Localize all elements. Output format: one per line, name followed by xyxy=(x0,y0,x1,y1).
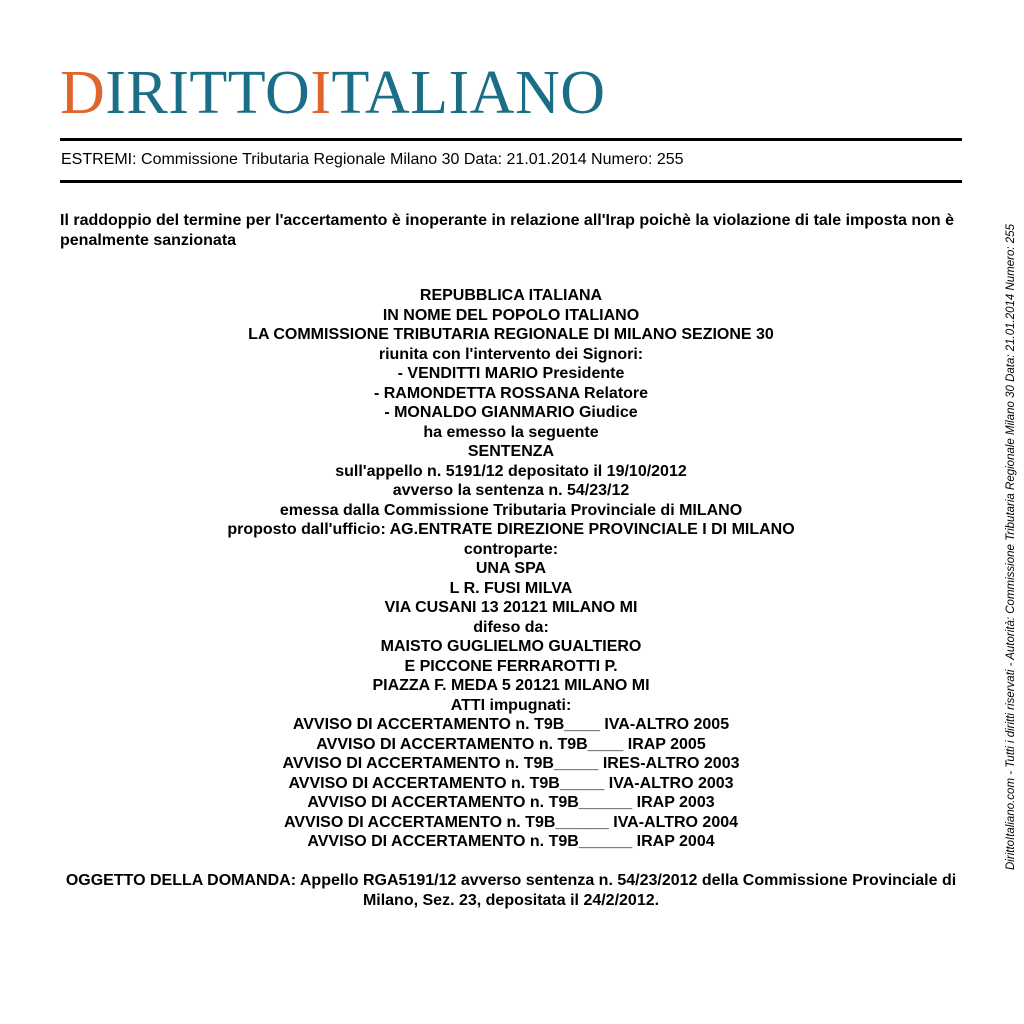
logo-segment-d: D xyxy=(60,59,106,127)
sentence-line: AVVISO DI ACCERTAMENTO n. T9B______ IRAP 2003 xyxy=(307,794,715,811)
subject-of-appeal: OGGETTO DELLA DOMANDA: Appello RGA5191/12 avverso sentenza n. 54/23/2012 della Commissione Provinciale di Milano, Sez. 23, depositata il 24/2/2012. xyxy=(65,872,957,909)
header-bottom-divider xyxy=(60,180,962,183)
sentence-line: proposto dall'ufficio: AG.ENTRATE DIREZIONE PROVINCIALE I DI MILANO xyxy=(227,521,795,538)
sentence-line: E PICCONE FERRAROTTI P. xyxy=(404,657,618,675)
document-references: ESTREMI: Commissione Tributaria Regionale Milano 30 Data: 21.01.2014 Numero: 255 xyxy=(61,151,684,168)
logo-segment-iritto: IRITTO xyxy=(105,59,311,127)
sentence-line: sull'appello n. 5191/12 depositato il 19/10/2012 xyxy=(335,462,687,480)
sentence-line: LA COMMISSIONE TRIBUTARIA REGIONALE DI MILANO SEZIONE 30 xyxy=(248,326,774,343)
sentence-line: IN NOME DEL POPOLO ITALIANO xyxy=(382,306,640,324)
sentence-line: MAISTO GUGLIELMO GUALTIERO xyxy=(380,638,642,655)
logo-segment-i: I xyxy=(310,59,332,127)
sentence-line: PIAZZA F. MEDA 5 20121 MILANO MI xyxy=(372,677,650,694)
sentence-line: - RAMONDETTA ROSSANA Relatore xyxy=(373,384,649,402)
sentence-line: SENTENZA xyxy=(467,443,555,460)
sentence-line: avverso la sentenza n. 54/23/12 xyxy=(392,482,630,499)
sentence-line: UNA SPA xyxy=(475,560,547,577)
sentence-line: controparte: xyxy=(463,540,559,558)
sentence-line: ATTI impugnati: xyxy=(450,696,572,714)
sentence-line: difeso da: xyxy=(473,618,549,636)
ruling-summary: Il raddoppio del termine per l'accertamento è inoperante in relazione all'Irap poichè la violazione di tale imposta non è penalmente sanzionata xyxy=(60,212,955,249)
sentence-heading-block xyxy=(60,286,962,852)
logo-segment-taliano: TALIANO xyxy=(331,59,606,127)
sentence-line: AVVISO DI ACCERTAMENTO n. T9B____ IVA-ALTRO 2005 xyxy=(292,716,730,733)
sentence-line: - MONALDO GIANMARIO Giudice xyxy=(384,404,638,421)
sentence-line: ha emesso la seguente xyxy=(423,423,599,441)
sentence-line: AVVISO DI ACCERTAMENTO n. T9B____ IRAP 2005 xyxy=(316,735,706,753)
sentence-line: - VENDITTI MARIO Presidente xyxy=(397,365,625,382)
header-top-divider xyxy=(60,138,962,141)
sentence-line: riunita con l'intervento dei Signori: xyxy=(378,345,644,363)
sentence-line: AVVISO DI ACCERTAMENTO n. T9B_____ IRES-ALTRO 2003 xyxy=(282,755,740,772)
sentence-line: AVVISO DI ACCERTAMENTO n. T9B______ IRAP 2004 xyxy=(307,833,715,850)
site-logo xyxy=(60,58,606,128)
sentence-line: REPUBBLICA ITALIANA xyxy=(419,287,603,304)
sentence-line: emessa dalla Commissione Tributaria Provinciale di MILANO xyxy=(279,501,743,519)
copyright-side-note: DirittoItaliano.com - Tutti i diritti riservati - Autorità: Commissione Tributaria Regionale Milano 30 Data: 21.01.2014 Numero: 255 xyxy=(1005,224,1017,870)
sentence-line: AVVISO DI ACCERTAMENTO n. T9B_____ IVA-ALTRO 2003 xyxy=(288,774,734,792)
sentence-line: AVVISO DI ACCERTAMENTO n. T9B______ IVA-ALTRO 2004 xyxy=(283,813,739,831)
sentence-line: VIA CUSANI 13 20121 MILANO MI xyxy=(384,599,638,616)
sentence-line: L R. FUSI MILVA xyxy=(449,579,573,597)
